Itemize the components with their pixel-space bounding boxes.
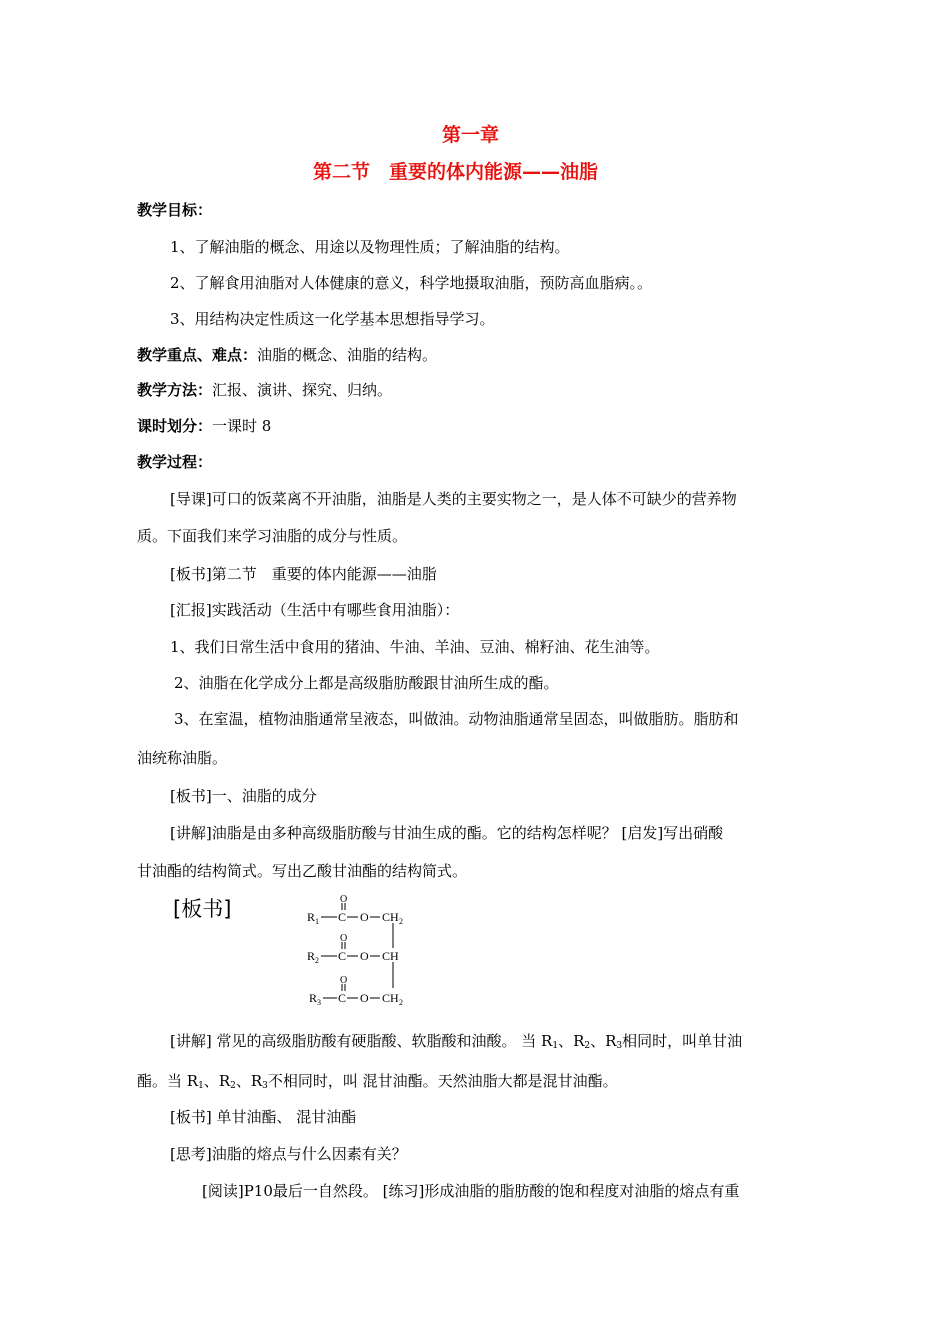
formula-r1-sub: 1 (315, 917, 319, 926)
formula-r2: R (307, 949, 316, 963)
formula-r1: R (307, 910, 316, 924)
formula-row-2 (307, 933, 399, 965)
formula-c1: C (338, 910, 347, 924)
board-label-formula: [板书] (173, 897, 232, 921)
chapter-title: 第一章 (442, 124, 500, 146)
lecture-2b-post: 不相同时，叫 混甘油酯。天然油脂大都是混甘油酯。 (267, 1072, 618, 1090)
formula-r2-sub: 2 (315, 956, 319, 965)
formula-c2: C (338, 949, 347, 963)
formula-ch2-1: CH (382, 910, 399, 924)
r-sub-3: 3 (616, 1041, 623, 1051)
r-sub-2: 2 (584, 1041, 591, 1051)
triglyceride-structure-formula (300, 892, 440, 1014)
r-sub-1: 1 (552, 1041, 559, 1051)
formula-r3: R (309, 991, 318, 1005)
intro-line-1: [导课]可口的饭菜离不开油脂，油脂是人类的主要实物之一，是人体不可缺少的营养物 (170, 490, 737, 508)
key-points-value: 油脂的概念、油脂的结构。 (257, 346, 438, 364)
report-line: [汇报]实践活动（生活中有哪些食用油脂）： (170, 601, 460, 619)
methods-label: 教学方法： (137, 381, 213, 399)
report-item-3a: 3、在室温，植物油脂通常呈液态，叫做油。动物油脂通常呈固态，叫做脂肪。脂肪和 (174, 710, 739, 728)
r-letter-3b: R (250, 1072, 263, 1090)
process-label: 教学过程： (137, 453, 213, 471)
read-line: [阅读]P10最后一自然段。 [练习]形成油脂的脂肪酸的饱和程度对油脂的熔点有重 (202, 1182, 740, 1200)
lecture-2a-post: 相同时，叫单甘油 (622, 1032, 743, 1050)
methods-value: 汇报、演讲、探究、归纳。 (212, 381, 393, 399)
key-points-label: 教学重点、难点： (137, 346, 258, 364)
formula-o-1: O (360, 910, 369, 924)
hours-line (137, 416, 271, 436)
formula-row-1 (307, 894, 403, 926)
lecture-2a-pre: [讲解] 常见的高级脂肪酸有硬脂酸、软脂酸和油酸。 当 R (170, 1032, 553, 1050)
report-item-1: 1、我们日常生活中食用的猪油、牛油、羊油、豆油、棉籽油、花生油等。 (170, 638, 660, 656)
goal-item-2: 2、了解食用油脂对人体健康的意义，科学地摄取油脂，预防高血脂病。。 (170, 274, 653, 292)
report-item-3b: 油统称油脂。 (137, 749, 228, 767)
board-line-2: [板书]一、油脂的成分 (170, 787, 317, 805)
formula-c3: C (338, 991, 347, 1005)
r-sub-3b: 3 (262, 1081, 268, 1091)
key-points-line (137, 345, 437, 365)
formula-o-2: O (360, 949, 369, 963)
hours-label: 课时划分： (137, 417, 213, 435)
sep-1b: 、 (203, 1072, 219, 1090)
goals-label: 教学目标： (137, 201, 213, 219)
formula-o-3: O (360, 991, 369, 1005)
lecture-line-2a (170, 1031, 742, 1056)
report-item-2: 2、油脂在化学成分上都是高级脂肪酸跟甘油所生成的酯。 (174, 674, 559, 692)
formula-o-top-2: O (340, 933, 348, 944)
lecture-line-1b: 甘油酯的结构简式。写出乙酸甘油酯的结构简式。 (137, 862, 468, 880)
board-line-4: [板书] 单甘油酯、 混甘油酯 (170, 1108, 357, 1126)
sep-1: 、 (558, 1032, 574, 1050)
formula-ch2-3-sub: 2 (399, 998, 403, 1007)
r-letter-2b: R (218, 1072, 231, 1090)
goal-item-3: 3、用结构决定性质这一化学基本思想指导学习。 (170, 310, 495, 328)
lecture-line-2b (137, 1071, 618, 1096)
formula-ch2-3: CH (382, 991, 399, 1005)
think-line: [思考]油脂的熔点与什么因素有关？ (170, 1145, 407, 1163)
intro-line-2: 质。下面我们来学习油脂的成分与性质。 (137, 527, 408, 545)
formula-o-top-1: O (340, 894, 348, 905)
formula-ch: CH (382, 949, 399, 963)
board-line-1: [板书]第二节 重要的体内能源——油脂 (170, 565, 437, 583)
formula-r3-sub: 3 (317, 998, 321, 1007)
formula-ch2-1-sub: 2 (399, 917, 403, 926)
r-letter-3: R (605, 1032, 617, 1050)
r-sub-1b: 1 (198, 1081, 204, 1091)
goal-item-1: 1、了解油脂的概念、用途以及物理性质；了解油脂的结构。 (170, 238, 570, 256)
sep-2b: 、 (235, 1072, 251, 1090)
r-sub-2b: 2 (230, 1081, 236, 1091)
sep-2: 、 (590, 1032, 606, 1050)
section-title: 第二节 重要的体内能源——油脂 (313, 161, 599, 183)
r-letter-2: R (573, 1032, 585, 1050)
lecture-2b-pre: 酯。当 R (137, 1072, 199, 1090)
formula-o-top-3: O (340, 975, 348, 986)
hours-value: 一课时 8 (212, 417, 272, 435)
methods-line (137, 380, 392, 400)
formula-row-3 (309, 975, 403, 1007)
lecture-line-1a: [讲解]油脂是由多种高级脂肪酸与甘油生成的酯。它的结构怎样呢？ [启发]写出硝酸 (170, 824, 724, 842)
